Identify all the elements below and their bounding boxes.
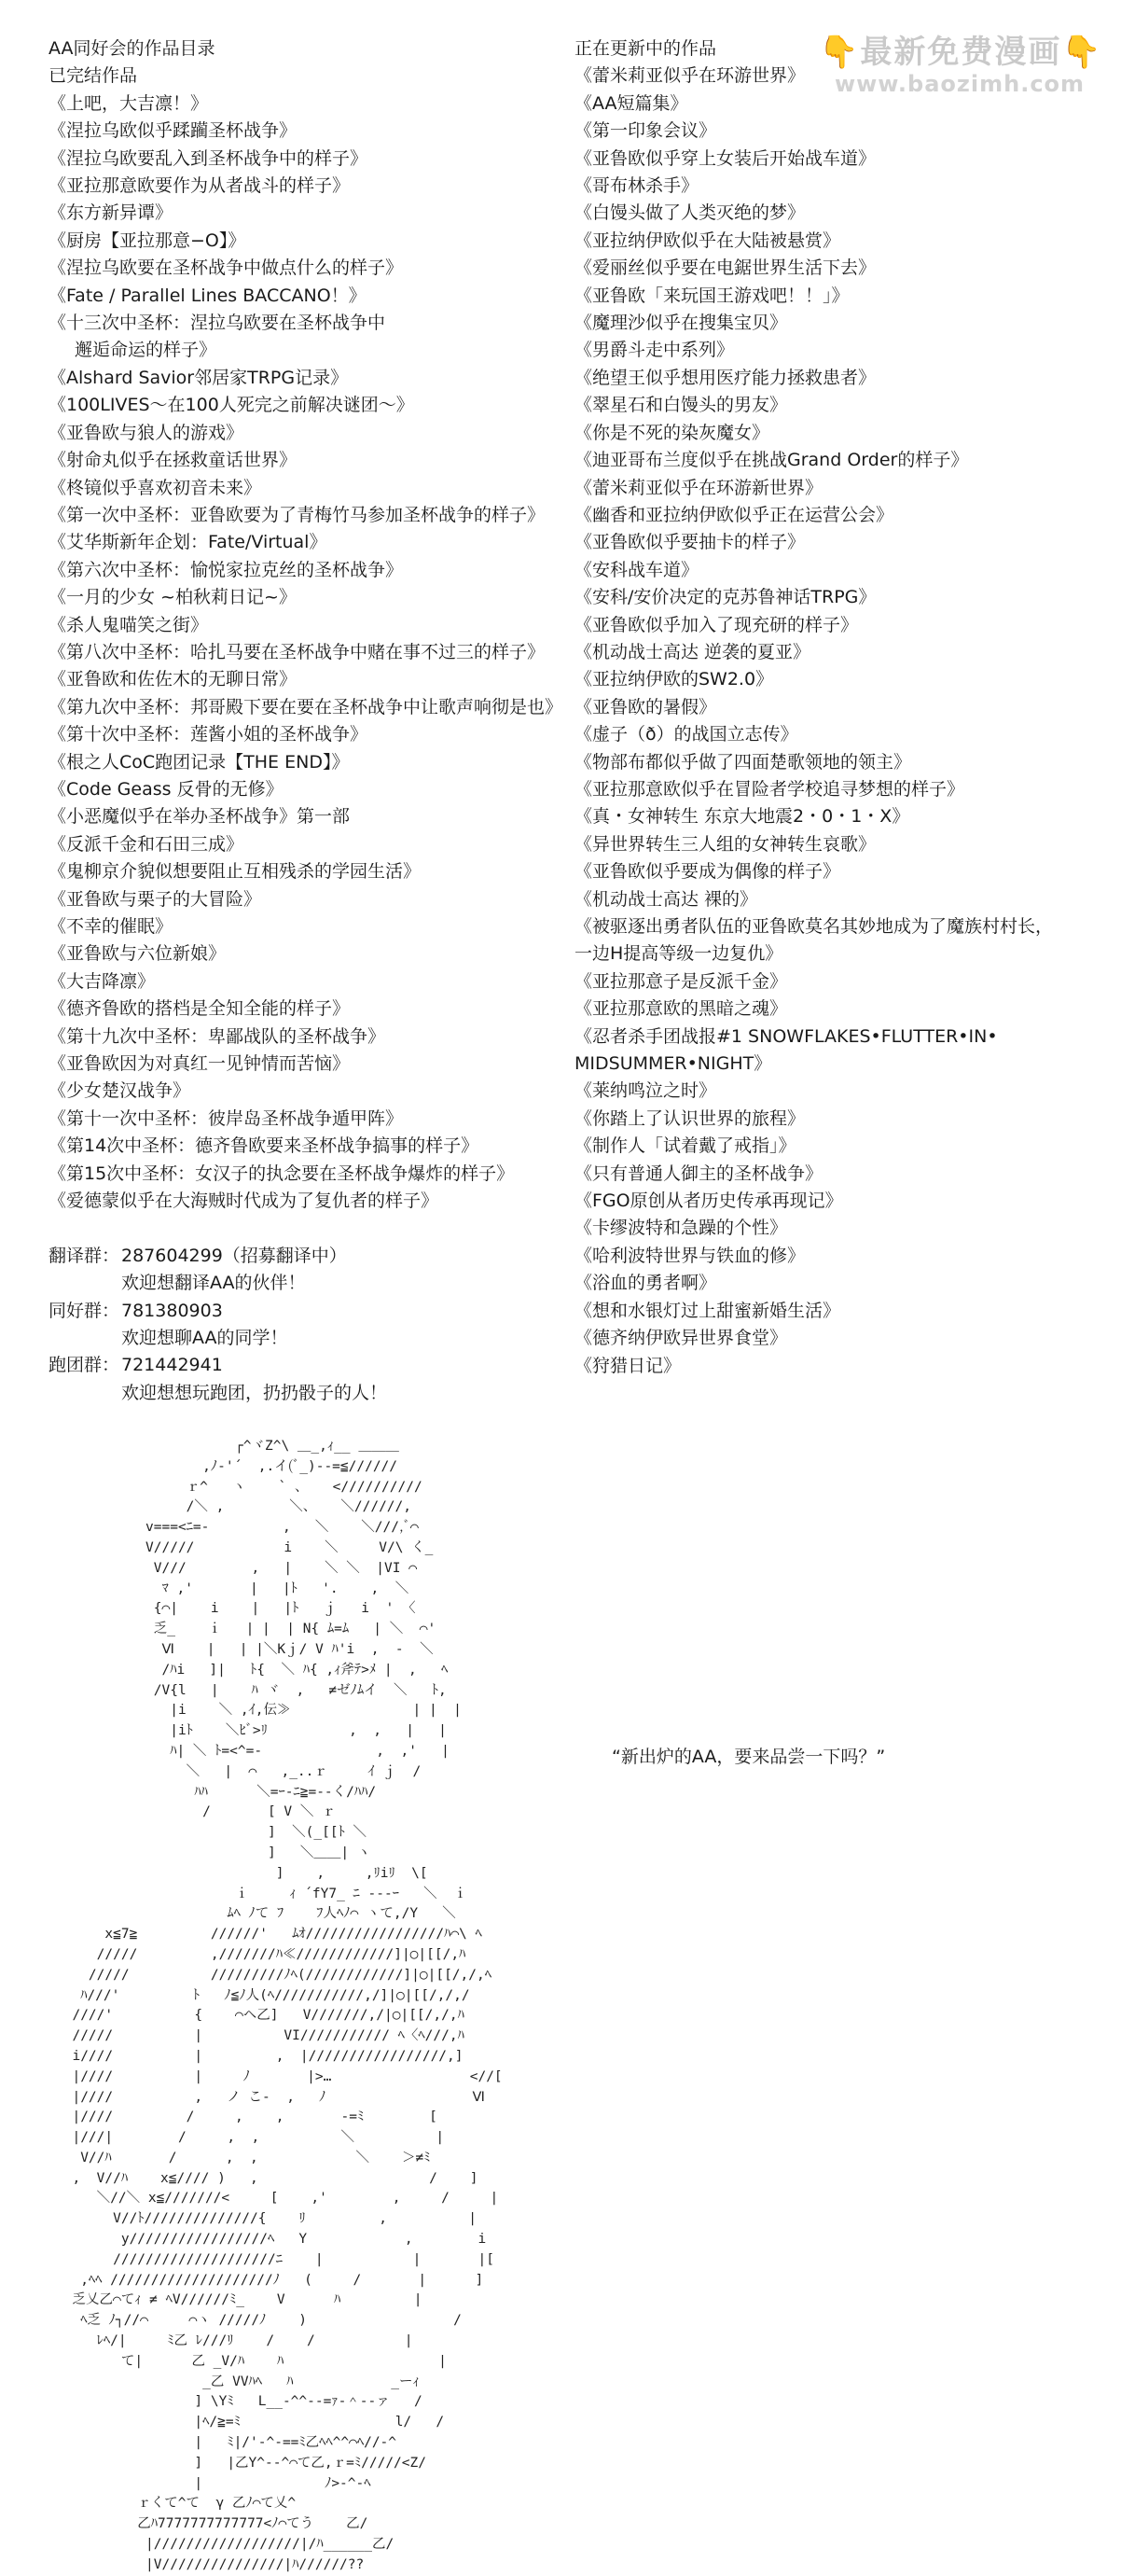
work-title: 《Code Geass 反骨的无修》 — [48, 778, 284, 800]
work-title: 《制作人「试着戴了戒指」》 — [574, 1135, 796, 1157]
work-title: 《亚鲁欧似乎加入了现充研的样子》 — [574, 614, 859, 635]
work-title: 《亚鲁欧「来玩国王游戏吧！！」》 — [574, 285, 850, 306]
watermark-text: 最新免费漫画 — [860, 34, 1062, 71]
work-title: 《亚拉那意子是反派千金》 — [574, 970, 788, 992]
work-title: 《第六次中圣杯：愉悦家拉克丝的圣杯战争》 — [48, 559, 404, 580]
work-title: 《忍者杀手团战报#1 SNOWFLAKES•FLUTTER•IN• — [574, 1025, 998, 1047]
work-title: 《你踏上了认识世界的旅程》 — [574, 1107, 806, 1129]
work-title: 《第十一次中圣杯：彼岸岛圣杯战争遁甲阵》 — [48, 1107, 404, 1129]
work-title: 《涅拉乌欧要乱入到圣杯战争中的样子》 — [48, 147, 368, 169]
work-title: 《爱德蒙似乎在大海贼时代成为了复仇者的样子》 — [48, 1191, 439, 1212]
work-title: 《亚鲁欧似乎要成为偶像的样子》 — [574, 861, 841, 883]
contact-number: 287604299（招募翻译中） — [121, 1245, 347, 1266]
work-title: 《亚拉那意欧的黑暗之魂》 — [574, 998, 788, 1020]
work-title: 《上吧，大吉凛！》 — [48, 92, 209, 114]
ongoing-works-list — [574, 63, 1097, 1380]
ongoing-heading: 正在更新中的作品 — [574, 38, 717, 59]
contact-number: 781380903 — [121, 1300, 223, 1321]
work-title: 一边H提高等级一边复仇》 — [574, 943, 783, 965]
work-title: 《翠星石和白馒头的男友》 — [574, 395, 788, 416]
work-title: 《白馒头做了人类灭绝的梦》 — [574, 202, 806, 224]
catalog-heading: AA同好会的作品目录 — [48, 38, 215, 59]
contact-groups — [48, 1243, 571, 1407]
work-title: 《东方新异谭》 — [48, 202, 173, 224]
work-title: 《反派千金和石田三成》 — [48, 833, 244, 855]
pointing-hand-icon: 👇 — [1061, 34, 1103, 71]
work-title: 《狩猎日记》 — [574, 1355, 682, 1376]
work-title: 《亚鲁欧与栗子的大冒险》 — [48, 888, 262, 910]
work-title: 《Fate / Parallel Lines BACCANO！》 — [48, 285, 367, 306]
work-title: 《厨房【亚拉那意−O】》 — [48, 230, 246, 251]
work-title: 《真・女神转生 东京大地震2・0・1・X》 — [574, 806, 910, 828]
right-column — [574, 35, 1097, 1380]
work-title: 《亚鲁欧的暑假》 — [574, 696, 717, 717]
work-title: 《蕾米莉亚似乎在环游世界》 — [574, 65, 806, 87]
completed-label: 已完结作品 — [48, 65, 138, 87]
work-title: 《卡缪波特和急躁的个性》 — [574, 1218, 788, 1239]
contact-label: 跑团群： — [48, 1355, 120, 1376]
work-title: 《绝望王似乎想用医疗能力拯救患者》 — [574, 367, 877, 388]
work-title: 《亚鲁欧与六位新娘》 — [48, 943, 227, 965]
ascii-art-illustration: ┌^ヾZ^\ ＿_,ｨ__ ＿＿＿ ,ﾉ-'´ ,.イ(ﾞ_)‐‐=≦////// ｒ^ ヽ ` 、 <////////// /＼ , ＼、 ＼//////, v===<ﾆ=- , ＼ ＼///,ﾞ⌒ V///// i ＼ V/\ く_ V/// , | ＼ ＼ |VI ⌒ ﾏ ,' | |ﾄ '. , ＼ {⌒| i | |ﾄ ｊ i ' 〈 乏_ ｉ | | | N{ ﾑ=ﾑ | ＼ ⌒' Ⅵ | | |＼Kｊ/ V ﾊ'i , ‐ ＼ /ﾊi ]| ﾄ{ ＼ ﾊ{ ,ｨ斧ﾃ>ﾒ | , ﾍ /V{l | ﾊ ヾ , ≠ゼﾉﾑイ ＼ ﾄ, |i ＼ ,ｲ,伝≫ | | | |iﾄ ＼ﾋﾞ>ﾘ , , | | ﾊ| ＼ ﾄ=<^=- , ,' | ＼ | ⌒ ,_..ｒ ｲ ｊ / ﾊﾊ ＼=ｰ-ﾆ≧=-‐く/ﾊﾊ/ / [ V ＼ ｒ ] ＼(_[[ﾄ ＼ ] ＼＿＿| ヽ ] , ,ﾘiﾘ \[ ｉ ｨ ´fY7_ ﾆ ---ｰ ＼ ｉ ﾑﾍ ﾉて ﾌ ﾌ人ﾍﾉ⌒ ヽて,/Y ＼ x≦7≧ //////' ﾑｵ/////////////////ﾊ⌒\ ﾍ ///// ,///////ﾊ≪////////////]|○|[[/,ﾊ ///// /////////ﾉﾍ(////////////]|○|[[/,/,ﾍ ﾊ///' ﾄ ﾉ≦ﾉ人(ﾍ///////////,/]|○|[[/,/,/ ////' { ⌒ヘ乙] V///////,/|○|[[/,/,ﾊ ///// | VI/////////// ﾍ〈ﾍ///,ﾊ i//// | , |/////////////////,] |//// | ﾉ |>… <//[ |//// , ノ こ- , ﾉ Ⅵ |//// / , , ‐=ﾐ [ |///| / , , ＼ | V//ﾊ / , , ＼ ＞≠ﾐ , V//ﾊ x≦//// ) , / ] ＼//＼ x≦///////< [ ,' , / | V//ﾄ//////////////{ ﾘ , | y/////////////////ﾍ Y , i ////////////////////ﾆ | | |[ ,ﾍﾍ ////////////////////ﾉ ( / | ] 乏乂乙⌒てｨ ≠ ﾍV//////ﾐ_ V ﾊ | ﾍ乏 ﾉ┐//⌒ ⌒ヽ /////ﾉ ) / ﾚﾍ/| ﾐ乙 ﾚ///ﾘ / / | て| 乙 _V/ﾊ ﾊ | _乙 VVﾊﾍ ﾊ _ーｨ ] \Yﾐ L__‐^^‐‐=ｧ‐＾‐‐ァ / |ﾍ/≧=ﾐ l/ / | ﾐ|/'‐^‐==ﾐ乙ﾍﾍ^^⌒ﾍ//‐^ ] |乙Y^‐‐^⌒て乙,ｒ=ﾐ/////<Z/ | ﾉ>‐^‐ﾍ ｒくて^て γ 乙ﾉ⌒て乂^ 乙ﾊ7777777777777<ﾉ⌒てう 乙/ |//////////////////|/ﾊ______乙/ |V///////////////|ﾊ//////?? — [72, 1439, 503, 2572]
work-title: 《虚子（ð）的战国立志传》 — [574, 724, 798, 745]
work-title: 《亚鲁欧因为对真红一见钟情而苦恼》 — [48, 1053, 351, 1075]
work-title: 《少女楚汉战争》 — [48, 1080, 191, 1102]
work-title: 《机动战士高达 裸的》 — [574, 888, 758, 910]
work-title: 《第15次中圣杯：女汉子的执念要在圣杯战争爆炸的样子》 — [48, 1163, 515, 1184]
work-title: 《异世界转生三人组的女神转生哀歌》 — [574, 833, 877, 855]
work-title: 《第14次中圣杯：德齐鲁欧要来圣杯战争搞事的样子》 — [48, 1135, 479, 1157]
work-title: 《不幸的催眠》 — [48, 916, 173, 937]
work-title: 《柊镜似乎喜欢初音未来》 — [48, 477, 262, 498]
contact-label: 翻译群： — [48, 1245, 120, 1266]
work-title: 《射命丸似乎在拯救童话世界》 — [48, 450, 298, 471]
speech-caption: “新出炉的AA，要来品尝一下吗？” — [612, 1747, 886, 1767]
work-title: 《Alshard Savior邻居家TRPG记录》 — [48, 367, 349, 388]
work-title: 《蕾米莉亚似乎在环游新世界》 — [574, 477, 823, 498]
work-title: 《涅拉乌欧似乎蹂躏圣杯战争》 — [48, 120, 298, 142]
contact-number: 721442941 — [121, 1355, 223, 1376]
work-title: 《亚鲁欧和佐佐木的无聊日常》 — [48, 669, 298, 690]
work-title: 《亚拉那意欧要作为从者战斗的样子》 — [48, 175, 351, 197]
work-title: 《亚鲁欧似乎穿上女装后开始战车道》 — [574, 147, 877, 169]
work-title: 《只有普通人御主的圣杯战争》 — [574, 1163, 823, 1184]
work-title: 《魔理沙似乎在搜集宝贝》 — [574, 313, 788, 334]
work-title: 《想和水银灯过上甜蜜新婚生活》 — [574, 1300, 841, 1321]
contact-welcome: 欢迎想想玩跑团，扔扔骰子的人！ — [121, 1382, 388, 1403]
work-title: 《你是不死的染灰魔女》 — [574, 422, 770, 443]
work-title: 《被驱逐出勇者队伍的亚鲁欧莫名其妙地成为了魔族村村长， — [574, 916, 1054, 937]
work-title: 《哈利波特世界与铁血的修》 — [574, 1245, 806, 1266]
work-title: 《迪亚哥布兰度似乎在挑战Grand Order的样子》 — [574, 450, 969, 471]
contact-welcome: 欢迎想聊AA的同学！ — [121, 1328, 288, 1349]
contact-label: 同好群： — [48, 1300, 120, 1321]
work-title: 《第九次中圣杯：邦哥殿下要在要在圣杯战争中让歌声响彻是也》 — [48, 696, 563, 717]
work-title: 邂逅命运的样子》 — [75, 340, 217, 361]
work-title: 《十三次中圣杯：涅拉乌欧要在圣杯战争中 — [48, 313, 386, 334]
work-title: 《小恶魔似乎在举办圣杯战争》第一部 — [48, 806, 351, 828]
work-title: 《一月的少女 ~柏秋莉日记~》 — [48, 587, 297, 608]
work-title: 《100LIVES～在100人死完之前解决谜团～》 — [48, 395, 414, 416]
work-title: 《德齐鲁欧的搭档是全知全能的样子》 — [48, 998, 351, 1020]
work-title: 《亚鲁欧与狼人的游戏》 — [48, 422, 244, 443]
work-title: 《AA短篇集》 — [574, 92, 688, 114]
work-title: 《亚拉纳伊欧似乎在大陆被悬赏》 — [574, 230, 841, 251]
work-title: 《亚鲁欧似乎要抽卡的样子》 — [574, 532, 806, 553]
work-title: 《莱纳鸣泣之时》 — [574, 1080, 717, 1102]
work-title: 《大吉降凛》 — [48, 970, 156, 992]
work-title: 《安科战车道》 — [574, 559, 699, 580]
work-title: 《幽香和亚拉纳伊欧似乎正在运营公会》 — [574, 504, 894, 525]
work-title: 《第十次中圣杯：莲酱小姐的圣杯战争》 — [48, 724, 368, 745]
work-title: 《艾华斯新年企划：Fate/Virtual》 — [48, 532, 327, 553]
watermark-url: www.baozimh.com — [834, 71, 1086, 97]
work-title: 《男爵斗走中系列》 — [574, 340, 735, 361]
work-title: 《安科/安价决定的克苏鲁神话TRPG》 — [574, 587, 877, 608]
pointing-hand-icon: 👇 — [819, 34, 861, 71]
work-title: 《杀人鬼喵笑之街》 — [48, 614, 209, 635]
completed-works-list — [48, 91, 571, 1216]
work-title: 《浴血的勇者啊》 — [574, 1273, 717, 1294]
work-title: MIDSUMMER•NIGHT》 — [574, 1053, 772, 1075]
contact-row — [48, 1352, 571, 1379]
work-title: 《第十九次中圣杯：卑鄙战队的圣杯战争》 — [48, 1025, 386, 1047]
work-title: 《鬼柳京介貌似想要阻止互相残杀的学园生活》 — [48, 861, 422, 883]
work-title: 《第一印象会议》 — [574, 120, 717, 142]
work-title: 《爱丽丝似乎要在电鋸世界生活下去》 — [574, 258, 877, 279]
work-title: 《涅拉乌欧要在圣杯战争中做点什么的样子》 — [48, 258, 404, 279]
work-title: 《第八次中圣杯：哈扎马要在圣杯战争中赌在事不过三的样子》 — [48, 641, 546, 662]
work-title: 《德齐纳伊欧异世界食堂》 — [574, 1328, 788, 1349]
work-title: 《FGO原创从者历史传承再现记》 — [574, 1191, 843, 1212]
work-title: 《机动战士高达 逆袭的夏亚》 — [574, 641, 811, 662]
work-title: 《第一次中圣杯：亚鲁欧要为了青梅竹马参加圣杯战争的样子》 — [48, 504, 546, 525]
work-title: 《亚拉那意欧似乎在冒险者学校追寻梦想的样子》 — [574, 778, 965, 800]
work-title: 《根之人CoC跑团记录【THE END】》 — [48, 751, 350, 773]
work-title: 《物部布都似乎做了四面楚歌领地的领主》 — [574, 751, 912, 773]
contact-row — [48, 1243, 571, 1270]
left-column — [48, 35, 571, 1407]
work-title: 《哥布林杀手》 — [574, 175, 699, 197]
contact-welcome: 欢迎想翻译AA的伙伴！ — [121, 1273, 306, 1294]
contact-row — [48, 1298, 571, 1325]
work-title: 《亚拉纳伊欧的SW2.0》 — [574, 669, 774, 690]
